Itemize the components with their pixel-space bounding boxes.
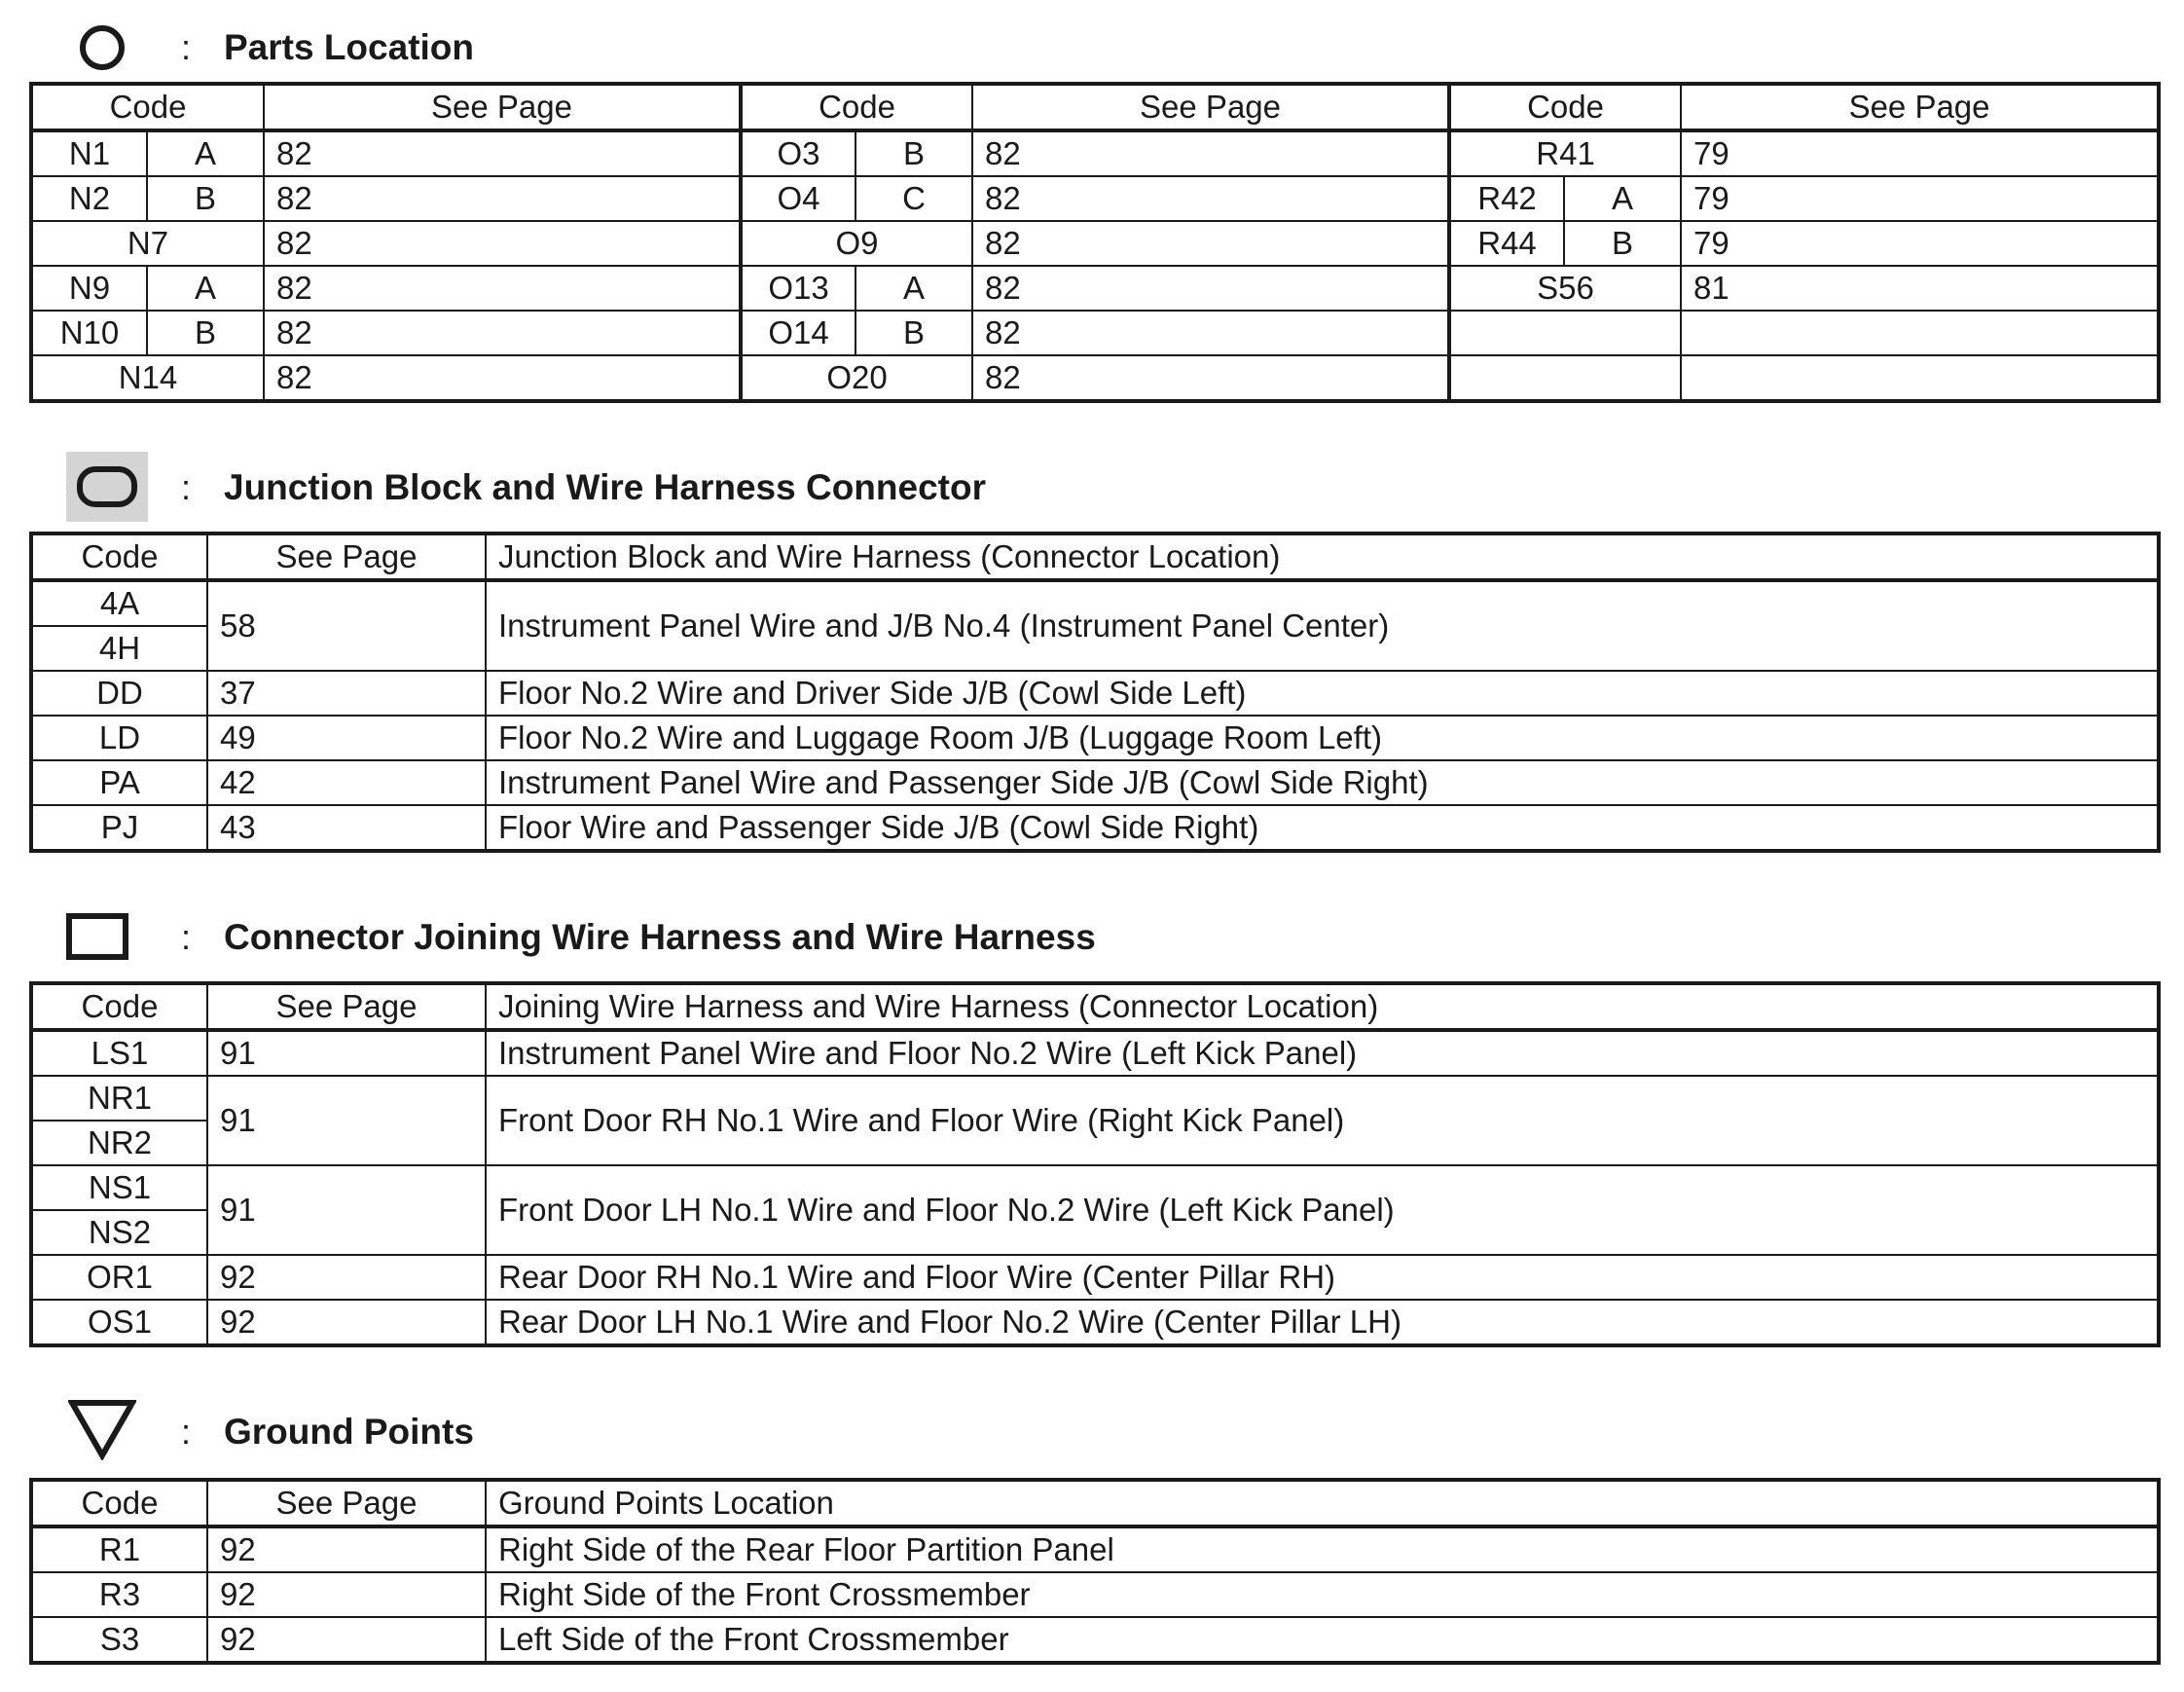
header-see-page: See Page	[972, 85, 1449, 130]
circle-outline-icon	[78, 23, 127, 72]
page-cell: 42	[207, 760, 486, 805]
code-cell: N14	[32, 355, 264, 400]
code-cell: N10	[32, 311, 147, 355]
code-cell: R44	[1449, 221, 1564, 266]
page-cell: 79	[1681, 130, 2158, 176]
page-cell: 82	[264, 221, 741, 266]
page-cell: 79	[1681, 221, 2158, 266]
section-title: Connector Joining Wire Harness and Wire Harness	[224, 917, 1096, 957]
connector-joining-header	[0, 901, 2184, 970]
header-see-page: See Page	[207, 984, 486, 1030]
sub-cell: B	[855, 311, 972, 355]
code-cell: LD	[32, 716, 207, 760]
page-cell: 58	[207, 580, 486, 671]
section-colon: :	[181, 27, 192, 67]
table-header-row	[32, 1481, 2158, 1526]
header-see-page: See Page	[207, 534, 486, 580]
table-row	[32, 716, 2158, 760]
header-code: Code	[32, 85, 264, 130]
page-cell: 82	[264, 311, 741, 355]
description-cell: Rear Door RH No.1 Wire and Floor Wire (Center Pillar RH)	[486, 1255, 2158, 1300]
page-cell: 82	[264, 355, 741, 400]
table-row	[32, 1255, 2158, 1300]
section-colon: :	[181, 467, 192, 507]
junction-block-header	[0, 452, 2184, 520]
table-row	[32, 580, 2158, 626]
code-cell: OR1	[32, 1255, 207, 1300]
code-cell: R1	[32, 1526, 207, 1572]
sub-cell: B	[1564, 221, 1681, 266]
page-cell: 81	[1681, 266, 2158, 311]
header-code: Code	[32, 534, 207, 580]
page-cell: 37	[207, 671, 486, 716]
page-cell: 49	[207, 716, 486, 760]
code-cell: O3	[741, 130, 855, 176]
code-cell: O9	[741, 221, 972, 266]
code-cell: PJ	[32, 805, 207, 850]
rounded-rect-shaded-icon	[66, 452, 148, 522]
description-cell: Front Door LH No.1 Wire and Floor No.2 Wire (Left Kick Panel)	[486, 1165, 2158, 1255]
table-row	[32, 221, 2158, 266]
sub-cell: A	[1564, 176, 1681, 221]
page-cell: 82	[264, 176, 741, 221]
code-cell: O14	[741, 311, 855, 355]
code-cell: N2	[32, 176, 147, 221]
code-cell: NS2	[32, 1210, 207, 1255]
code-cell	[1449, 355, 1681, 400]
code-cell: O20	[741, 355, 972, 400]
section-colon: :	[181, 1412, 192, 1452]
code-cell: NS1	[32, 1165, 207, 1210]
sub-cell: B	[147, 311, 264, 355]
table-header-row	[32, 984, 2158, 1030]
sub-cell: B	[147, 176, 264, 221]
sub-cell: A	[855, 266, 972, 311]
page-cell	[1681, 311, 2158, 355]
description-cell: Floor Wire and Passenger Side J/B (Cowl Side Right)	[486, 805, 2158, 850]
description-cell: Right Side of the Rear Floor Partition Panel	[486, 1526, 2158, 1572]
header-description: Junction Block and Wire Harness (Connector Location)	[486, 534, 2158, 580]
page-cell: 82	[972, 355, 1449, 400]
code-cell: DD	[32, 671, 207, 716]
code-cell: N9	[32, 266, 147, 311]
code-cell: N1	[32, 130, 147, 176]
page-cell: 92	[207, 1526, 486, 1572]
code-cell: 4H	[32, 626, 207, 671]
code-cell	[1449, 311, 1681, 355]
table-row	[32, 1300, 2158, 1344]
junction-block-table	[31, 533, 2159, 851]
table-row	[32, 176, 2158, 221]
page-cell: 92	[207, 1300, 486, 1344]
description-cell: Front Door RH No.1 Wire and Floor Wire (Right Kick Panel)	[486, 1076, 2158, 1165]
header-code: Code	[1449, 85, 1681, 130]
description-cell: Instrument Panel Wire and Floor No.2 Wire (Left Kick Panel)	[486, 1030, 2158, 1076]
header-see-page: See Page	[264, 85, 741, 130]
connector-joining-table	[31, 983, 2159, 1345]
triangle-down-outline-icon	[68, 1398, 136, 1460]
description-cell: Right Side of the Front Crossmember	[486, 1572, 2158, 1617]
ground-points-table	[31, 1480, 2159, 1663]
description-cell: Left Side of the Front Crossmember	[486, 1617, 2158, 1662]
code-cell: O13	[741, 266, 855, 311]
header-description: Joining Wire Harness and Wire Harness (Connector Location)	[486, 984, 2158, 1030]
code-cell: S56	[1449, 266, 1681, 311]
table-row	[32, 671, 2158, 716]
table-row	[32, 266, 2158, 311]
rectangle-outline-icon	[66, 913, 128, 960]
page-cell: 82	[972, 311, 1449, 355]
header-code: Code	[741, 85, 972, 130]
page-cell: 79	[1681, 176, 2158, 221]
page-cell: 91	[207, 1165, 486, 1255]
page-cell: 92	[207, 1255, 486, 1300]
page-cell: 43	[207, 805, 486, 850]
page-cell: 91	[207, 1076, 486, 1165]
ground-points-header	[0, 1394, 2184, 1462]
table-row	[32, 130, 2158, 176]
sub-cell: A	[147, 266, 264, 311]
page-cell: 92	[207, 1572, 486, 1617]
header-description: Ground Points Location	[486, 1481, 2158, 1526]
code-cell: NR1	[32, 1076, 207, 1121]
header-see-page: See Page	[207, 1481, 486, 1526]
section-title: Parts Location	[224, 27, 474, 67]
page-cell: 82	[972, 176, 1449, 221]
description-cell: Floor No.2 Wire and Luggage Room J/B (Luggage Room Left)	[486, 716, 2158, 760]
code-cell: NR2	[32, 1121, 207, 1165]
sub-cell: B	[855, 130, 972, 176]
table-header-row	[32, 85, 2158, 130]
page-cell: 92	[207, 1617, 486, 1662]
section-colon: :	[181, 917, 192, 957]
code-cell: PA	[32, 760, 207, 805]
code-cell: N7	[32, 221, 264, 266]
header-code: Code	[32, 1481, 207, 1526]
parts-location-table	[31, 84, 2159, 401]
code-cell: R42	[1449, 176, 1564, 221]
code-cell: 4A	[32, 580, 207, 626]
page-cell: 82	[264, 266, 741, 311]
table-row	[32, 311, 2158, 355]
page-cell: 82	[264, 130, 741, 176]
page-cell: 82	[972, 266, 1449, 311]
table-row	[32, 760, 2158, 805]
description-cell: Instrument Panel Wire and Passenger Side J/B (Cowl Side Right)	[486, 760, 2158, 805]
code-cell: R41	[1449, 130, 1681, 176]
table-row	[32, 1165, 2158, 1210]
table-row	[32, 1572, 2158, 1617]
description-cell: Floor No.2 Wire and Driver Side J/B (Cowl Side Left)	[486, 671, 2158, 716]
code-cell: OS1	[32, 1300, 207, 1344]
parts-location-header	[0, 14, 2184, 82]
sub-cell: C	[855, 176, 972, 221]
code-cell: O4	[741, 176, 855, 221]
header-see-page: See Page	[1681, 85, 2158, 130]
description-cell: Rear Door LH No.1 Wire and Floor No.2 Wire (Center Pillar LH)	[486, 1300, 2158, 1344]
page-cell: 91	[207, 1030, 486, 1076]
table-row	[32, 355, 2158, 400]
table-row	[32, 1076, 2158, 1121]
section-title: Junction Block and Wire Harness Connector	[224, 467, 986, 507]
description-cell: Instrument Panel Wire and J/B No.4 (Instrument Panel Center)	[486, 580, 2158, 671]
table-header-row	[32, 534, 2158, 580]
section-title: Ground Points	[224, 1412, 474, 1452]
page-cell	[1681, 355, 2158, 400]
table-row	[32, 1617, 2158, 1662]
page-cell: 82	[972, 130, 1449, 176]
header-code: Code	[32, 984, 207, 1030]
table-row	[32, 805, 2158, 850]
table-row	[32, 1526, 2158, 1572]
table-row	[32, 1030, 2158, 1076]
code-cell: S3	[32, 1617, 207, 1662]
code-cell: R3	[32, 1572, 207, 1617]
code-cell: LS1	[32, 1030, 207, 1076]
sub-cell: A	[147, 130, 264, 176]
page-cell: 82	[972, 221, 1449, 266]
